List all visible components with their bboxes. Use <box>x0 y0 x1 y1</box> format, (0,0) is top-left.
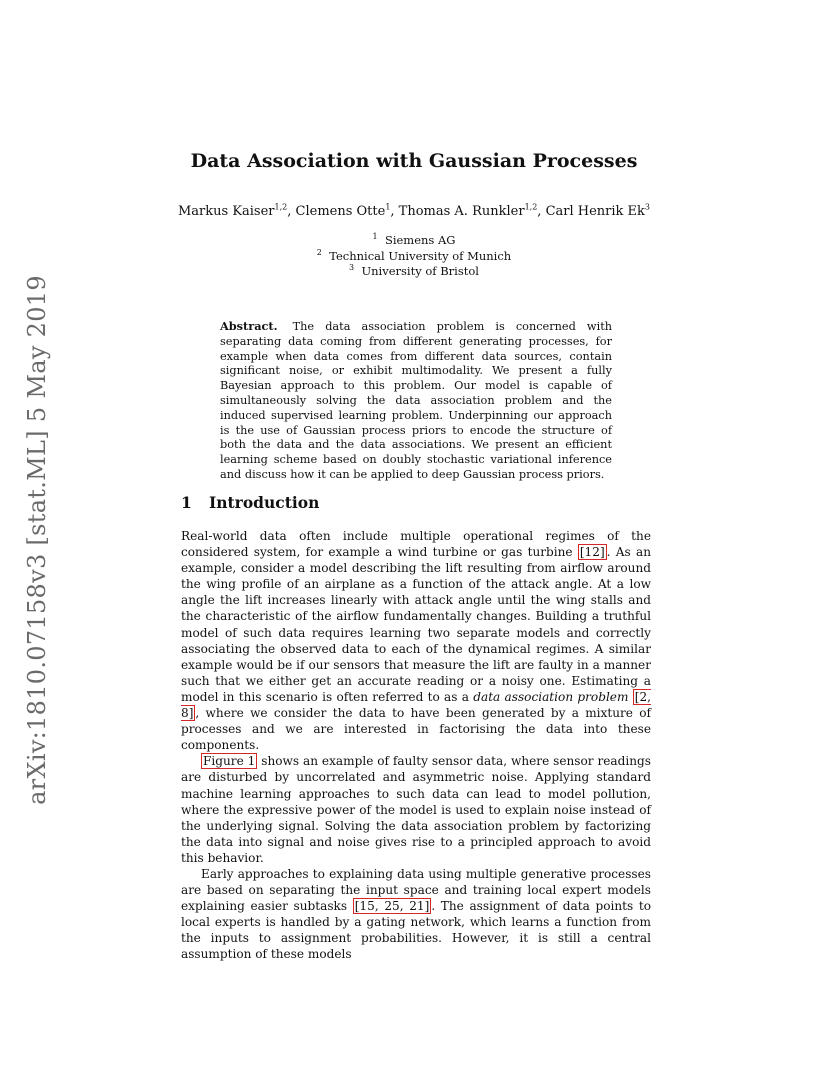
affiliation-list <box>0 233 828 280</box>
author-affiliation-marker: 1 <box>385 202 391 212</box>
section-title: Introduction <box>209 493 320 512</box>
citation-link[interactable]: [15, 25, 21] <box>354 899 430 914</box>
section-heading <box>181 493 319 512</box>
arxiv-sidebar <box>14 275 60 805</box>
affiliation: $^3$ University of Bristol <box>349 263 479 278</box>
author-affiliation-marker: 1,2 <box>524 202 538 212</box>
author-name: Thomas A. Runkler <box>398 204 525 219</box>
abstract-label: Abstract. <box>220 319 278 333</box>
arxiv-identifier: arXiv:1810.07158v3 [stat.ML] 5 May 2019 <box>23 275 51 805</box>
affiliation: $^2$ Technical University of Munich <box>316 247 512 263</box>
author-affiliation-marker: 1,2 <box>274 202 288 212</box>
author-affiliation-marker: 3 <box>644 202 651 212</box>
paragraph: Figure 1 shows an example of faulty sensor data, where sensor readings are disturbed by uncorrelated and asymmetric noise. Applying standard machine learning approaches to such data can lead to model pollution, where the expressive power of the model is used to explain noise instead of the underlying signal. Solving the data association problem by factorizing the data into signal and noise gives rise to a principled approach to avoid this behavior. <box>181 754 651 865</box>
figure-reference-link[interactable]: Figure 1 <box>203 754 256 769</box>
author-name: Carl Henrik Ek <box>545 204 645 219</box>
section-number: 1 <box>181 493 192 512</box>
paper-title: Data Association with Gaussian Processes <box>190 150 638 172</box>
paragraph: Early approaches to explaining data using multiple generative processes are based on separating the input space and training local expert models explaining easier subtasks [15, 25, 21] . The assignment of data points to local experts is handled by a gating network, which learns a function from the inputs to assignment probabilities. However, it is still a central assumption of these models <box>181 866 651 962</box>
citation-link[interactable]: [2, 8] <box>181 689 651 721</box>
author-name: Clemens Otte <box>295 204 386 219</box>
abstract <box>220 319 612 483</box>
author-list: Markus Kaiser$^{1,2}$, Clemens Otte$^1$, Thomas A. Runkler$^{1,2}$, Carl Henrik Ek$^3$ <box>177 202 651 219</box>
section-body <box>181 528 651 963</box>
author-name: Markus Kaiser <box>177 204 275 219</box>
paragraph: Real-world data often include multiple operational regimes of the considered system, for example a wind turbine or gas turbine [12] . As an example, consider a model describing the lift resulting from airflow around the wing profile of an airplane as a function of the attack angle. At a low angle the lift increases linearly with attack angle until the wing stalls and the characteristic of the airflow fundamentally changes. Building a truthful model of such data requires learning two separate models and correctly associating the observed data to each of the dynamical regimes. A similar example would be if our sensors that measure the lift are faulty in a manner such that we either get an accurate reading or a noisy one. Estimating a model in this scenario is often referred to as a data association problem [2, 8] , where we consider the data to have been generated by a mixture of processes and we are interested in factorising the data into these components. <box>181 529 651 753</box>
affiliation: $^1$ Siemens AG <box>372 232 456 247</box>
emphasized-term: data association problem <box>473 689 629 704</box>
abstract-text: The data association problem is concerned with separating data coming from different generating processes, for example when data comes from different data sources, contain significant noise, or exhibit multimodality. We present a fully Bayesian approach to this problem. Our model is capable of simultaneously solving the data association problem and the induced supervised learning problem. Underpinning our approach is the use of Gaussian process priors to encode the structure of both the data and the data associations. We present an efficient learning scheme based on doubly stochastic variational inference and discuss how it can be applied to deep Gaussian process priors. <box>220 320 613 481</box>
citation-link[interactable]: [12] <box>579 545 605 560</box>
